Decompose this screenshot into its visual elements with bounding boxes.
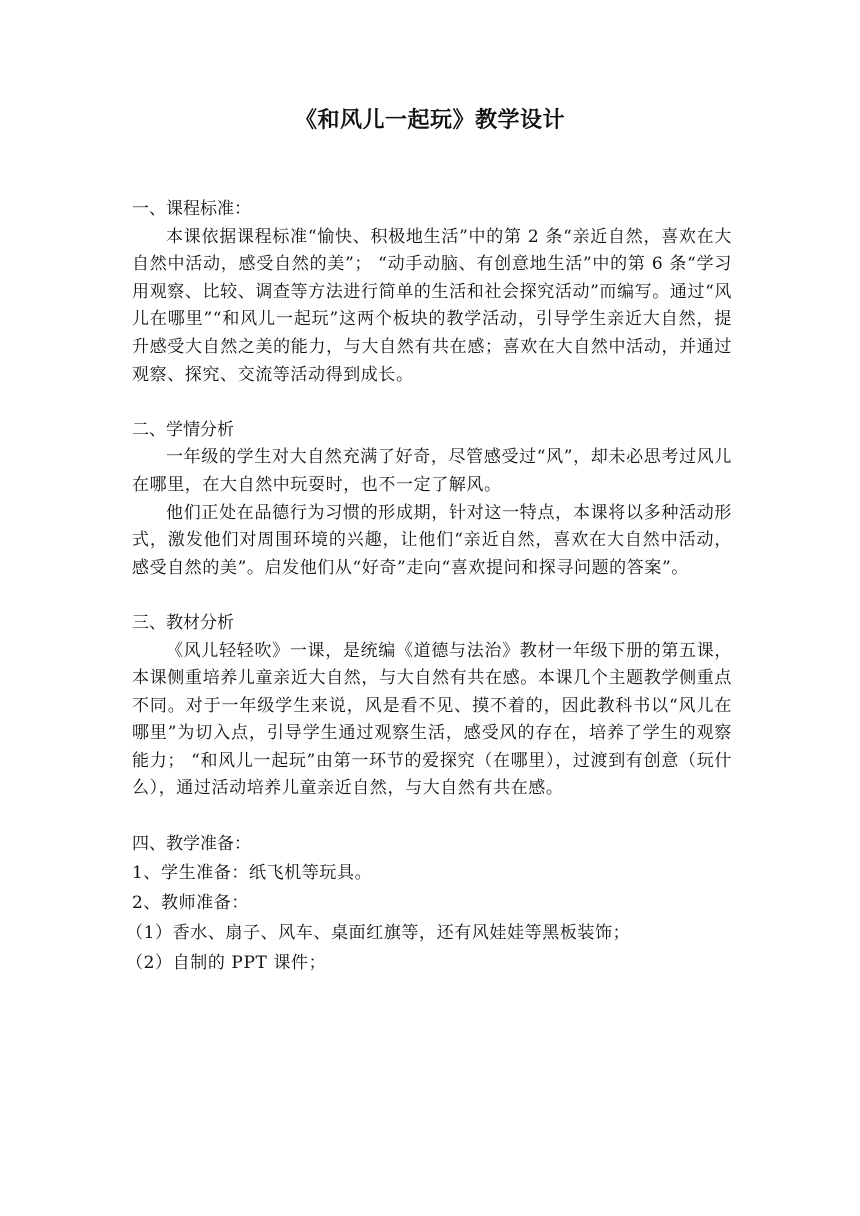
paragraph: 他们正处在品德行为习惯的形成期，针对这一特点，本课将以多种活动形式，激发他们对周围环境的兴趣，让他们“亲近自然，喜欢在大自然中活动，感受自然的美”。启发他们从“好奇”走向“喜欢提问和探寻问题的答案”。 xyxy=(132,502,732,578)
section-heading: 一、课程标准： xyxy=(132,199,251,219)
document-title: 《和风儿一起玩》教学设计 xyxy=(294,108,565,133)
sub-list-item: （2）自制的 PPT 课件； xyxy=(126,953,327,974)
section-heading: 二、学情分析 xyxy=(132,419,234,440)
list-item: 2、教师准备： xyxy=(132,893,250,914)
paragraph: 一年级的学生对大自然充满了好奇，尽管感受过“风”，却未必思考过风儿在哪里，在大自然中玩耍时，也不一定了解风。 xyxy=(132,447,732,495)
sub-list-item: （1）香水、扇子、风车、桌面红旗等，还有风娃娃等黑板装饰； xyxy=(126,923,631,944)
paragraph: 本课依据课程标准“愉快、积极地生活”中的第 2 条“亲近自然，喜欢在大自然中活动，感受自然的美”； “动手动脑、有创意地生活”中的第 6 条“学习用观察、比较、调查等方法进行简单的生活和社会探究活动”而编写。通过“风儿在哪里”“和风儿一起玩”这两个板块的教学活动，引导学生亲近大自然，提升感受大自然之美的能力，与大自然有共在感；喜欢在大自然中活动，并通过观察、探究、交流等活动得到成长。 xyxy=(132,226,732,385)
section-teaching-preparation xyxy=(126,831,732,979)
section-textbook-analysis xyxy=(132,610,732,803)
section-heading: 三、教材分析 xyxy=(132,612,234,633)
list-item: 1、学生准备：纸飞机等玩具。 xyxy=(132,863,373,884)
paragraph: 《风儿轻轻吹》一课，是统编《道德与法治》教材一年级下册的第五课，本课侧重培养儿童亲近大自然，与大自然有共在感。本课几个主题教学侧重点不同。对于一年级学生来说，风是看不见、摸不着的，因此教科书以“风儿在哪里”为切入点，引导学生通过观察生活，感受风的存在，培养了学生的观察能力； “和风儿一起玩”由第一环节的爱探究（在哪里），过渡到有创意（玩什么），通过活动培养儿童亲近自然，与大自然有共在感。 xyxy=(132,640,732,799)
section-curriculum-standard xyxy=(132,196,732,389)
section-heading: 四、教学准备： xyxy=(132,833,251,854)
document-body xyxy=(126,196,732,1006)
section-student-analysis xyxy=(132,417,732,583)
